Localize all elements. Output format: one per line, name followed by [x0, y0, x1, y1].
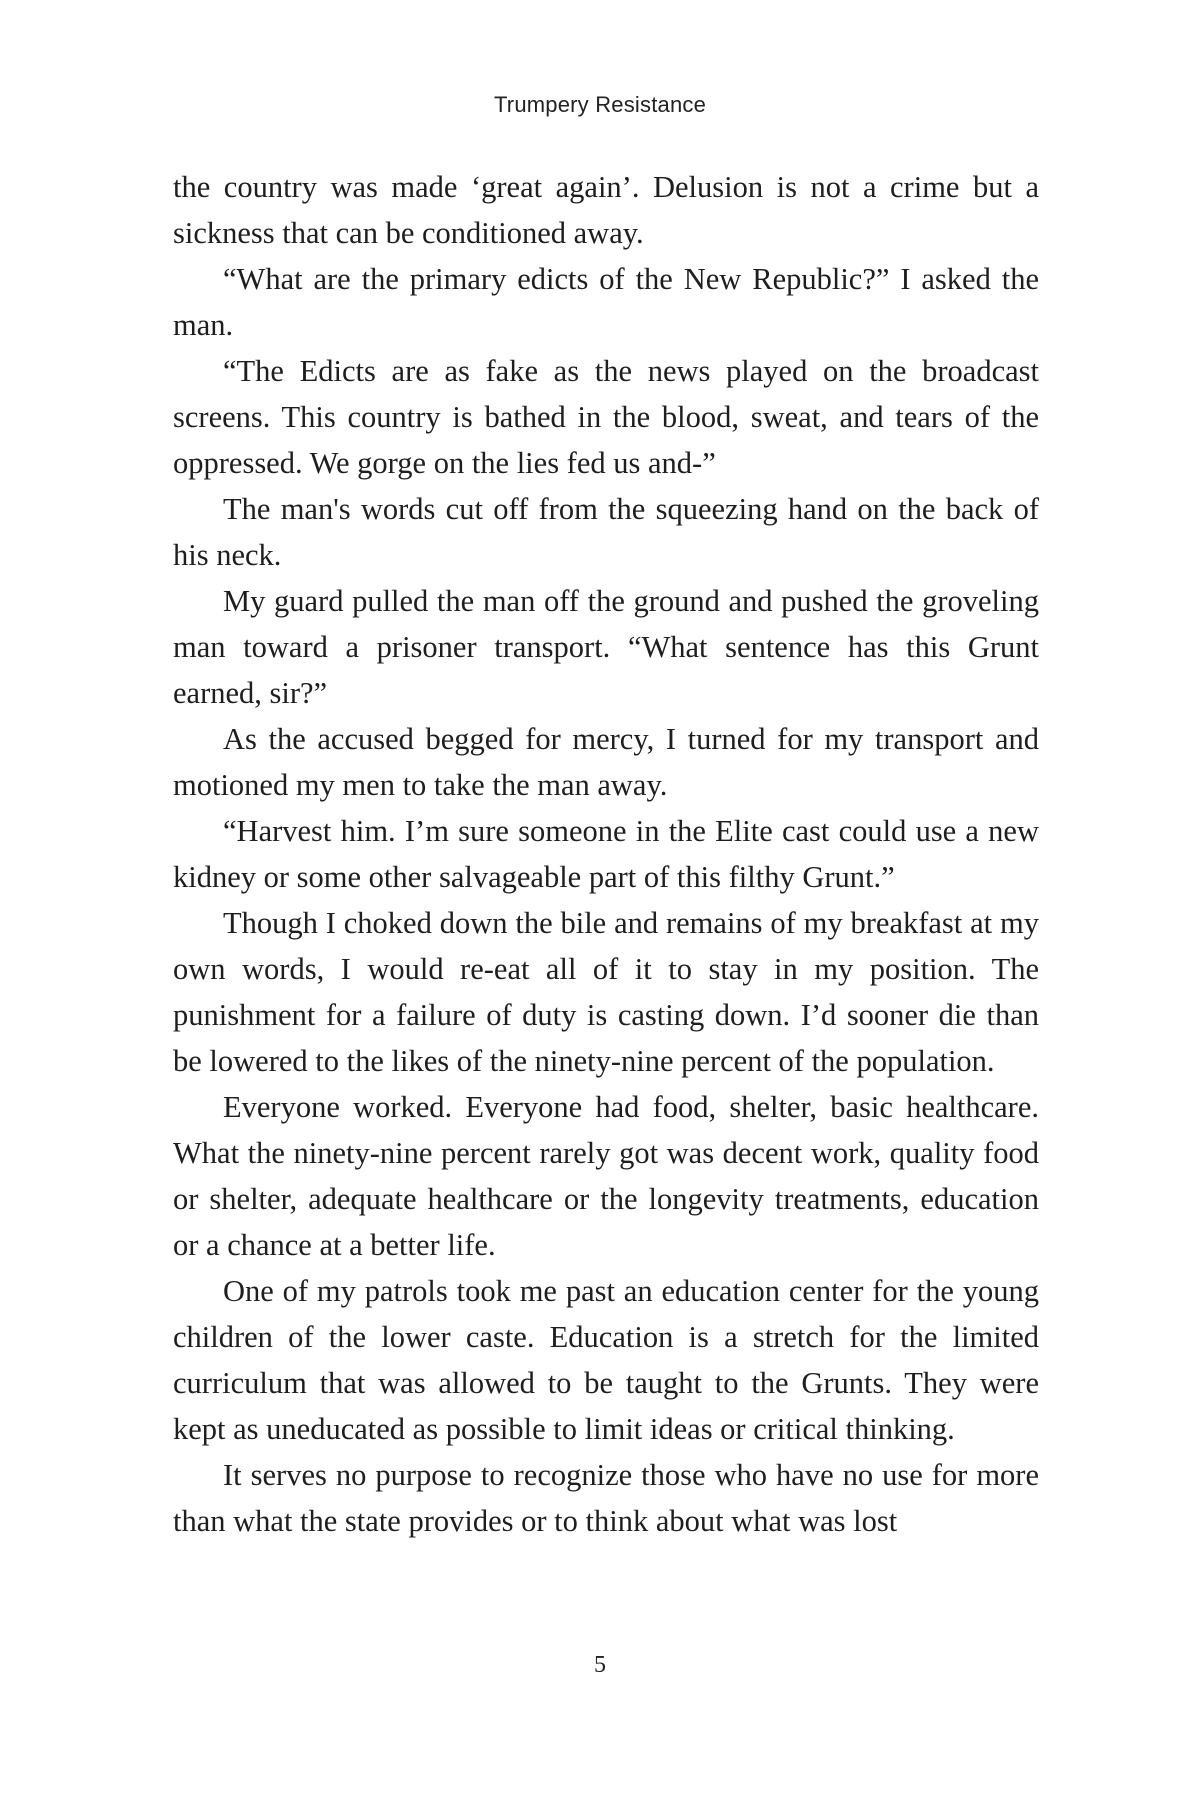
paragraph-6: As the accused begged for mercy, I turned for my transport and motioned my men to take the man away.: [173, 722, 1039, 802]
paragraph-8: Though I choked down the bile and remains of my breakfast at my own words, I would re-eat all of it to stay in my position. The punishment for a failure of duty is casting down. I’d sooner die than be lowered to the likes of the ninety-nine percent of the population.: [173, 906, 1039, 1078]
paragraph-3: “The Edicts are as fake as the news played on the broadcast screens. This country is bathed in the blood, sweat, and tears of the oppressed. We gorge on the lies fed us and-”: [173, 354, 1039, 480]
paragraph-9: Everyone worked. Everyone had food, shelter, basic healthcare. What the ninety-nine percent rarely got was decent work, quality food or shelter, adequate healthcare or the longevity treatments, education or a chance at a better life.: [173, 1090, 1039, 1262]
paragraph-5: My guard pulled the man off the ground and pushed the groveling man toward a prisoner transport. “What sentence has this Grunt earned, sir?”: [173, 584, 1039, 710]
body-text: [173, 164, 1039, 1544]
running-header: Trumpery Resistance: [493, 92, 707, 117]
paragraph-11: It serves no purpose to recognize those who have no use for more than what the state provides or to think about what was lost: [173, 1458, 1039, 1538]
paragraph-10: One of my patrols took me past an education center for the young children of the lower caste. Education is a stretch for the limited curriculum that was allowed to be taught to the Grunts. They were kept as uneducated as possible to limit ideas or critical thinking.: [173, 1274, 1039, 1446]
page-number: 5: [594, 1652, 606, 1678]
paragraph-7: “Harvest him. I’m sure someone in the Elite cast could use a new kidney or some other salvageable part of this filthy Grunt.”: [173, 814, 1039, 894]
paragraph-4: The man's words cut off from the squeezing hand on the back of his neck.: [173, 492, 1039, 572]
paragraph-1: the country was made ‘great again’. Delusion is not a crime but a sickness that can be conditioned away.: [173, 170, 1039, 250]
paragraph-2: “What are the primary edicts of the New Republic?” I asked the man.: [173, 262, 1039, 342]
